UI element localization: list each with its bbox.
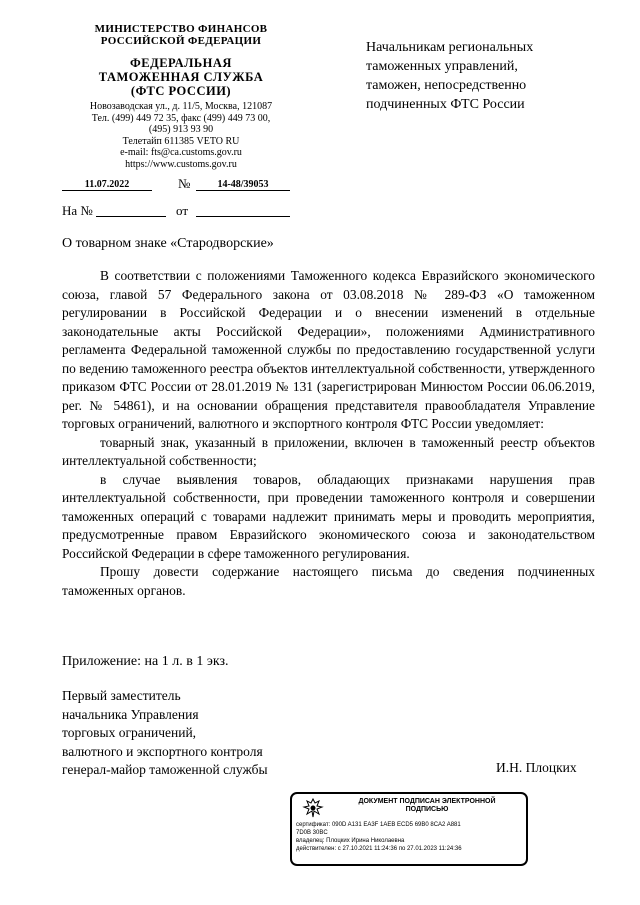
stamp-details	[296, 821, 522, 853]
registration-date: 11.07.2022	[62, 179, 152, 191]
owner-line: владелец: Плоцких Ирина Николаевна	[296, 838, 405, 844]
letter-body	[62, 267, 595, 600]
number-sign: №	[178, 176, 191, 191]
body-paragraph: в случае выявления товаров, обладающих признаками нарушения прав интеллектуальной собственности, при проведении таможенного контроля и совершении таможенных операций с товарами надлежит принимать меры и проводить мероприятия, предусмотренные правом Евразийского экономического союза и законодательством Российской Федерации в сфере таможенного регулирования.	[62, 471, 595, 561]
telegraph-line: Телетайп 611385 VETO RU	[122, 135, 240, 147]
registration-number: 14-48/39053	[196, 179, 290, 191]
certificate-line-2: 7D0B 30BC	[296, 830, 328, 836]
addressee: Начальникам региональных таможенных управлений, таможен, непосредственно подчиненных ФТС России	[366, 40, 534, 112]
stamp-title: ДОКУМЕНТ ПОДПИСАН ЭЛЕКТРОННОЙ ПОДПИСЬЮ	[358, 798, 496, 813]
ref-date-label: от	[176, 203, 189, 218]
emblem-icon	[302, 797, 324, 819]
ref-number-blank	[96, 216, 166, 217]
signer-title: Первый заместитель начальника Управления торговых ограничений, валютного и экспортного контроля генерал-майор таможенной службы	[62, 688, 268, 777]
signer-name: И.Н. Плоцких	[496, 760, 577, 775]
email-line: e-mail: fts@ca.customs.gov.ru	[120, 147, 242, 159]
body-paragraph: В соответствии с положениями Таможенного кодекса Евразийского экономического союза, главой 57 Федерального закона от 03.08.2018 № 289-ФЗ «О таможенном регулировании в Российской Федерации и о внесении изменений в отдельные законодательные акты Российской Федерации», положениями Административного регламента Федеральной таможенной службы по предоставлению государственной услуги по ведению таможенного реестра объектов интеллектуальной собственности, утвержденного приказом ФТС России от 28.01.2019 № 131 (зарегистрирован Минюстом России 06.06.2019, рег. № 54861), и на основании обращения представителя правообладателя Управление торговых ограничений, валютного и экспортного контроля ФТС России уведомляет:	[62, 268, 595, 431]
body-paragraph: товарный знак, указанный в приложении, включен в таможенный реестр объектов интеллектуальной собственности;	[62, 434, 595, 468]
certificate-line: сертификат: 090D A131 EA3F 1AEB ECD5 69B0 8CA2 A881	[296, 822, 461, 828]
phone-line-2: (495) 913 93 90	[148, 124, 214, 136]
body-paragraph: Прошу довести содержание настоящего письма до сведения подчиненных таможенных органов.	[62, 564, 595, 598]
ministry-name: МИНИСТЕРСТВО ФИНАНСОВ РОССИЙСКОЙ ФЕДЕРАЦИИ	[94, 23, 268, 47]
agency-contacts	[66, 101, 296, 171]
address-line: Новозаводская ул., д. 11/5, Москва, 121087	[89, 101, 273, 112]
validity-line: действителен: с 27.10.2021 11:24:36 по 27.01.2023 11:24:36	[296, 846, 462, 852]
phone-line: Тел. (499) 449 72 35, факс (499) 449 73 00,	[91, 112, 271, 124]
electronic-signature-stamp	[290, 792, 528, 866]
ref-number-label: На №	[62, 203, 93, 218]
attachment-note: Приложение: на 1 л. в 1 экз.	[62, 654, 229, 669]
agency-name: ФЕДЕРАЛЬНАЯ ТАМОЖЕННАЯ СЛУЖБА (ФТС РОССИИ)	[98, 56, 264, 98]
letter-subject: О товарном знаке «Стародворские»	[62, 236, 274, 251]
ref-date-blank	[196, 216, 290, 217]
website-line: https://www.customs.gov.ru	[125, 158, 237, 170]
